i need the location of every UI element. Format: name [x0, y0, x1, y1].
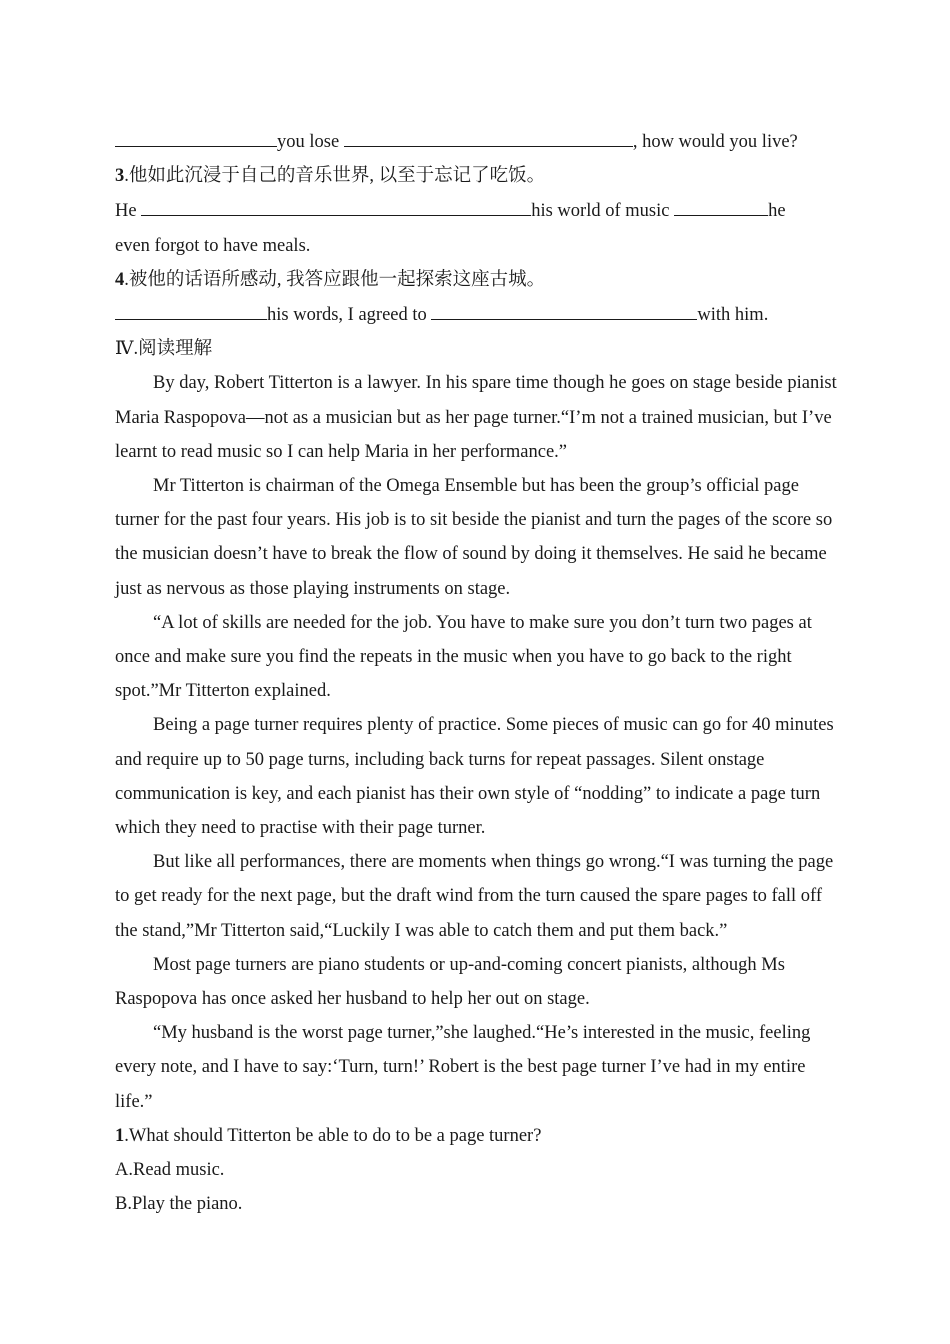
answer-blank[interactable] — [431, 297, 697, 320]
section-heading-reading: Ⅳ.阅读理解 — [115, 339, 213, 360]
passage-paragraph: Most page turners are piano students or up-and-coming concert pianists, although Ms Raspopova has once asked her husband to help her out on stage. — [115, 954, 785, 1010]
item-number: 3 — [115, 166, 125, 187]
chinese-prompt: .被他的话语所感动, 我答应跟他一起探索这座古城。 — [124, 269, 546, 290]
sentence-fragment: his words, I agreed to — [267, 305, 432, 326]
passage-paragraph: Being a page turner requires plenty of practice. Some pieces of music can go for 40 minutes and require up to 50 page turns, including back turns for repeat passages. Silent onstage communication is key, and each pianist has their own style of “nodding” to indicate a page turn which they need to practise with their page turner. — [115, 715, 834, 839]
sentence-fragment: with him. — [697, 305, 769, 326]
sentence-fragment: , how would you live? — [632, 132, 798, 152]
translation-item-3-continued: even forgot to have meals. — [115, 235, 311, 256]
answer-blank[interactable] — [344, 124, 633, 147]
answer-blank[interactable] — [674, 193, 768, 216]
passage-paragraph: “A lot of skills are needed for the job. You have to make sure you don’t turn two pages at once and make sure you find the repeats in the music when you have to go back to the right spot.”Mr Titterton explained. — [115, 612, 812, 702]
passage-paragraph: But like all performances, there are moments when things go wrong.“I was turning the page to get ready for the next page, but the draft wind from the turn caused the spare pages to fall off the stand,”Mr Titterton said,“Luckily I was able to catch them and put them back.” — [115, 852, 834, 941]
passage-paragraph: By day, Robert Titterton is a lawyer. In his spare time though he goes on stage beside pianist Maria Raspopova—not as a musician but as her page turner.“I’m not a trained musician, but I’ve learnt to read music so I can help Maria in her performance.” — [115, 373, 837, 462]
translation-item-4-answer — [115, 297, 840, 332]
document-content — [115, 124, 840, 1222]
item-number: 4 — [115, 269, 125, 290]
option-a[interactable]: A.Read music. — [115, 1160, 225, 1181]
sentence-fragment: you lose — [277, 132, 344, 152]
translation-item-3-prompt — [115, 159, 840, 193]
answer-blank[interactable] — [115, 297, 267, 320]
answer-blank[interactable] — [141, 193, 531, 216]
question-number: 1 — [115, 1125, 125, 1146]
translation-item-3-answer — [115, 193, 840, 228]
question-text: .What should Titterton be able to do to be a page turner? — [124, 1125, 542, 1146]
passage-paragraph: “My husband is the worst page turner,”she laughed.“He’s interested in the music, feeling every note, and I have to say:‘Turn, turn!’ Robert is the best page turner I’ve had in my entire life.” — [115, 1023, 811, 1112]
option-b[interactable]: B.Play the piano. — [115, 1194, 243, 1215]
sentence-fragment: he — [768, 201, 786, 222]
sentence-fragment: He — [115, 201, 142, 222]
answer-blank[interactable] — [115, 124, 277, 147]
sentence-fragment: his world of music — [531, 201, 675, 222]
chinese-prompt: .他如此沉浸于自己的音乐世界, 以至于忘记了吃饭。 — [124, 166, 546, 187]
fill-in-line-you-lose — [115, 124, 840, 159]
question-1 — [115, 1119, 840, 1153]
passage-paragraph: Mr Titterton is chairman of the Omega Ensemble but has been the group’s official page turner for the past four years. His job is to sit beside the pianist and turn the pages of the score so the musician doesn’t have to break the flow of sound by doing it themselves. He said he became just as nervous as those playing instruments on stage. — [115, 476, 833, 599]
translation-item-4-prompt — [115, 263, 840, 297]
